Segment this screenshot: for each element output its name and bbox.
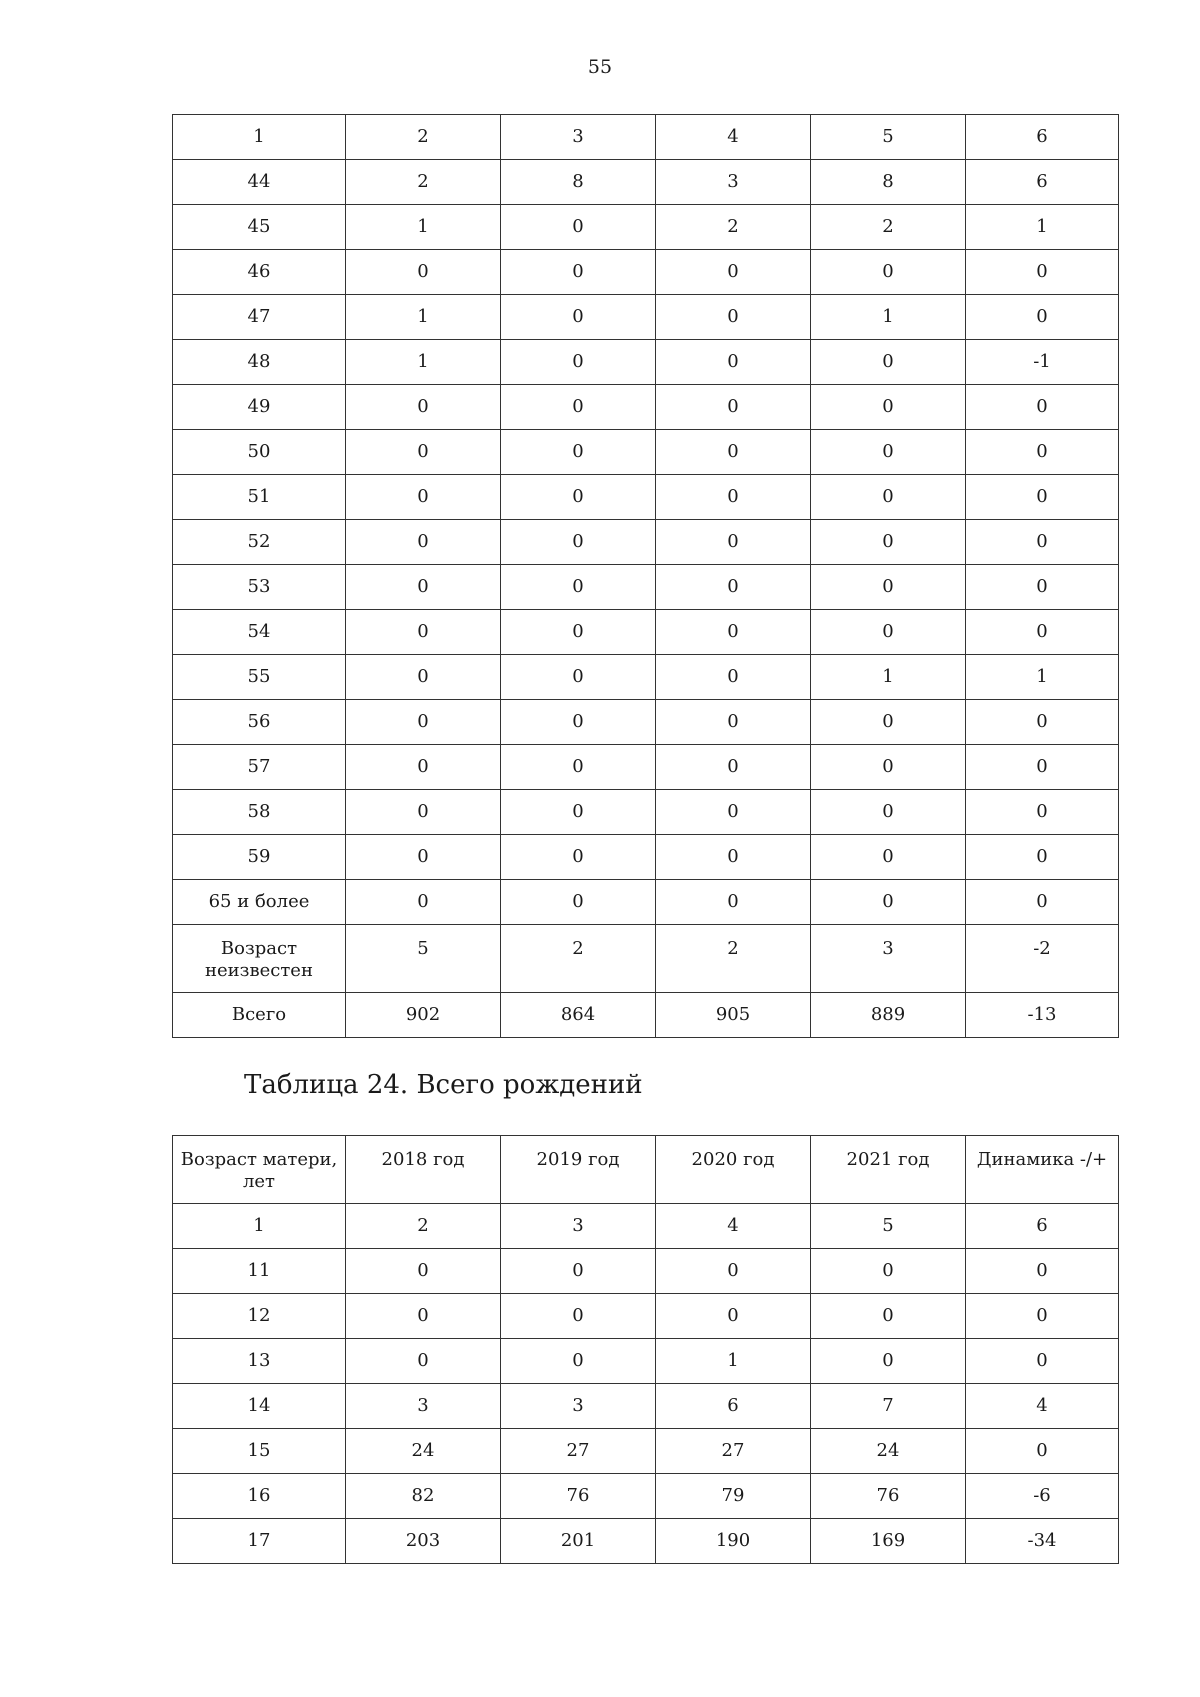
table-cell: 76 <box>811 1474 966 1519</box>
table-cell: 0 <box>966 880 1119 925</box>
table-cell: 16 <box>173 1474 346 1519</box>
table-cell: 0 <box>501 1339 656 1384</box>
table-cell: 0 <box>656 700 811 745</box>
table-cell: 2 <box>811 205 966 250</box>
table-cell: 0 <box>346 385 501 430</box>
table-cell: 27 <box>501 1429 656 1474</box>
table-cell: 0 <box>346 790 501 835</box>
table-cell: 0 <box>656 340 811 385</box>
table-cell: 0 <box>501 880 656 925</box>
table-cell: 5 <box>811 1204 966 1249</box>
table-cell: 2 <box>656 205 811 250</box>
table-cell: Возраст неизвестен <box>173 925 346 993</box>
table-cell: 0 <box>966 475 1119 520</box>
table-cell: 0 <box>966 1249 1119 1294</box>
table-cell: 0 <box>656 835 811 880</box>
table-cell: 864 <box>501 993 656 1038</box>
page-number: 55 <box>587 56 613 78</box>
table-cell: 59 <box>173 835 346 880</box>
table-cell: 190 <box>656 1519 811 1564</box>
table-cell: 3 <box>656 160 811 205</box>
table-cell: 0 <box>966 835 1119 880</box>
table-cell: 0 <box>966 1429 1119 1474</box>
table-row <box>173 520 1119 565</box>
table-cell: 0 <box>346 430 501 475</box>
table-row <box>173 385 1119 430</box>
table-cell: 0 <box>811 1339 966 1384</box>
table-cell: 0 <box>501 520 656 565</box>
table-cell: 0 <box>346 475 501 520</box>
table-cell: 3 <box>501 1384 656 1429</box>
table-cell: 169 <box>811 1519 966 1564</box>
column-header: 2018 год <box>346 1136 501 1204</box>
table-cell: 0 <box>966 565 1119 610</box>
table-cell: 0 <box>656 295 811 340</box>
table-cell: 0 <box>656 880 811 925</box>
table-cell: 0 <box>501 430 656 475</box>
table-row <box>173 790 1119 835</box>
table-row <box>173 475 1119 520</box>
table-cell: 0 <box>811 1294 966 1339</box>
table-cell: 0 <box>346 565 501 610</box>
table-cell: -13 <box>966 993 1119 1038</box>
table-cell: 51 <box>173 475 346 520</box>
table-cell: 50 <box>173 430 346 475</box>
table-cell: 203 <box>346 1519 501 1564</box>
table-cell: 0 <box>346 520 501 565</box>
table-cell: 0 <box>656 745 811 790</box>
table-cell: 0 <box>501 745 656 790</box>
table-cell: 1 <box>656 1339 811 1384</box>
table-cell: 0 <box>501 610 656 655</box>
continued-table <box>172 114 1119 1038</box>
table-cell: 0 <box>346 835 501 880</box>
table-cell: 0 <box>656 790 811 835</box>
table-cell: 0 <box>501 475 656 520</box>
table-cell: 45 <box>173 205 346 250</box>
table-cell: 65 и более <box>173 880 346 925</box>
table-row <box>173 1339 1119 1384</box>
table-cell: 55 <box>173 655 346 700</box>
table-cell: 0 <box>656 475 811 520</box>
table-cell: 902 <box>346 993 501 1038</box>
table-row <box>173 993 1119 1038</box>
table-cell: 1 <box>346 205 501 250</box>
table-cell: 0 <box>346 745 501 790</box>
table-cell: 0 <box>811 610 966 655</box>
table-cell: 6 <box>966 1204 1119 1249</box>
table-cell: 0 <box>656 385 811 430</box>
table-row <box>173 1249 1119 1294</box>
table-row <box>173 340 1119 385</box>
table-cell: 0 <box>501 340 656 385</box>
table-cell: 8 <box>811 160 966 205</box>
table-cell: 0 <box>346 1249 501 1294</box>
table-header-cell: 2 <box>346 115 501 160</box>
table-row <box>173 610 1119 655</box>
table-cell: 15 <box>173 1429 346 1474</box>
table-cell: 58 <box>173 790 346 835</box>
table-cell: 17 <box>173 1519 346 1564</box>
table-cell: 0 <box>811 880 966 925</box>
table-cell: 0 <box>811 700 966 745</box>
table-cell: 0 <box>501 295 656 340</box>
table-header-cell: 6 <box>966 115 1119 160</box>
table-cell: 1 <box>966 655 1119 700</box>
table-cell: 0 <box>501 250 656 295</box>
table-cell: 0 <box>811 745 966 790</box>
table-cell: 79 <box>656 1474 811 1519</box>
table-cell: 0 <box>346 655 501 700</box>
table-cell: 12 <box>173 1294 346 1339</box>
column-header: 2019 год <box>501 1136 656 1204</box>
table-cell: 0 <box>811 385 966 430</box>
table-cell: 0 <box>656 610 811 655</box>
table-cell: 0 <box>346 880 501 925</box>
table-row <box>173 835 1119 880</box>
table-cell: 0 <box>501 385 656 430</box>
table-header-cell: 4 <box>656 115 811 160</box>
table-cell: 0 <box>966 250 1119 295</box>
table-cell: 7 <box>811 1384 966 1429</box>
table-cell: 47 <box>173 295 346 340</box>
table-cell: 0 <box>501 565 656 610</box>
table-cell: 1 <box>173 1204 346 1249</box>
table-cell: 889 <box>811 993 966 1038</box>
table-row <box>173 655 1119 700</box>
table-cell: 82 <box>346 1474 501 1519</box>
table-cell: 54 <box>173 610 346 655</box>
table-cell: 0 <box>656 250 811 295</box>
births-table <box>172 1135 1119 1564</box>
table-cell: 1 <box>346 340 501 385</box>
table-cell: 0 <box>501 205 656 250</box>
column-header: 2020 год <box>656 1136 811 1204</box>
table-row <box>173 925 1119 993</box>
table-cell: 0 <box>966 430 1119 475</box>
table-header-cell: 3 <box>501 115 656 160</box>
table-row <box>173 1136 1119 1204</box>
table-cell: 24 <box>346 1429 501 1474</box>
table-cell: 0 <box>656 655 811 700</box>
table-cell: 0 <box>966 610 1119 655</box>
table-row <box>173 745 1119 790</box>
table-cell: 2 <box>501 925 656 993</box>
table-cell: 0 <box>501 1294 656 1339</box>
table-cell: 0 <box>966 385 1119 430</box>
table-cell: 3 <box>346 1384 501 1429</box>
births-table-header <box>173 1136 1119 1204</box>
table-cell: 0 <box>966 295 1119 340</box>
table-header-cell: 5 <box>811 115 966 160</box>
table-cell: 0 <box>501 655 656 700</box>
table-cell: 4 <box>656 1204 811 1249</box>
table-row <box>173 1384 1119 1429</box>
table-cell: 0 <box>501 835 656 880</box>
table-cell: 0 <box>811 475 966 520</box>
table-cell: 0 <box>811 835 966 880</box>
table-cell: -2 <box>966 925 1119 993</box>
table-cell: 14 <box>173 1384 346 1429</box>
table-row <box>173 250 1119 295</box>
table-cell: 46 <box>173 250 346 295</box>
table-cell: 0 <box>966 700 1119 745</box>
table-cell: Всего <box>173 993 346 1038</box>
table-row <box>173 700 1119 745</box>
table-cell: 1 <box>811 295 966 340</box>
table-cell: 905 <box>656 993 811 1038</box>
continued-table-body <box>173 115 1119 1038</box>
table-cell: 1 <box>346 295 501 340</box>
table-cell: 8 <box>501 160 656 205</box>
table-cell: 0 <box>501 1249 656 1294</box>
table-cell: -1 <box>966 340 1119 385</box>
table-cell: 0 <box>346 1294 501 1339</box>
table-row <box>173 115 1119 160</box>
table-row <box>173 160 1119 205</box>
table-cell: 0 <box>811 1249 966 1294</box>
table-row <box>173 430 1119 475</box>
table-caption: Таблица 24. Всего рождений <box>244 1070 643 1100</box>
table-cell: 53 <box>173 565 346 610</box>
table-cell: 2 <box>656 925 811 993</box>
table-cell: 0 <box>966 790 1119 835</box>
table-cell: 0 <box>811 565 966 610</box>
table-cell: 56 <box>173 700 346 745</box>
table-cell: 0 <box>966 1294 1119 1339</box>
table-cell: 49 <box>173 385 346 430</box>
table-row <box>173 205 1119 250</box>
table-cell: 0 <box>811 790 966 835</box>
table-cell: 0 <box>656 1294 811 1339</box>
table-cell: 3 <box>811 925 966 993</box>
table-cell: 0 <box>346 1339 501 1384</box>
table-row <box>173 1429 1119 1474</box>
table-cell: -34 <box>966 1519 1119 1564</box>
table-row <box>173 295 1119 340</box>
table-cell: 1 <box>966 205 1119 250</box>
table-header-cell: 1 <box>173 115 346 160</box>
table-cell: 27 <box>656 1429 811 1474</box>
table-cell: 52 <box>173 520 346 565</box>
table-cell: 6 <box>966 160 1119 205</box>
table-row <box>173 1519 1119 1564</box>
table-cell: 201 <box>501 1519 656 1564</box>
table-cell: 2 <box>346 160 501 205</box>
table-cell: 0 <box>656 430 811 475</box>
table-cell: 0 <box>346 250 501 295</box>
table-cell: 57 <box>173 745 346 790</box>
table-cell: 48 <box>173 340 346 385</box>
table-cell: 0 <box>346 700 501 745</box>
column-header: 2021 год <box>811 1136 966 1204</box>
table-cell: 11 <box>173 1249 346 1294</box>
table-cell: 0 <box>966 520 1119 565</box>
table-cell: 5 <box>346 925 501 993</box>
table-cell: 24 <box>811 1429 966 1474</box>
table-row <box>173 1204 1119 1249</box>
table-cell: 1 <box>811 655 966 700</box>
table-cell: 4 <box>966 1384 1119 1429</box>
table-cell: 0 <box>501 790 656 835</box>
table-row <box>173 880 1119 925</box>
table-row <box>173 1294 1119 1339</box>
table-cell: 0 <box>811 520 966 565</box>
table-cell: 0 <box>966 745 1119 790</box>
births-table-body <box>173 1204 1119 1564</box>
table-cell: 0 <box>811 430 966 475</box>
table-cell: 0 <box>501 700 656 745</box>
table-cell: 44 <box>173 160 346 205</box>
table-cell: 0 <box>656 565 811 610</box>
table-cell: 2 <box>346 1204 501 1249</box>
table-cell: 0 <box>656 520 811 565</box>
table-cell: 0 <box>811 250 966 295</box>
table-cell: 76 <box>501 1474 656 1519</box>
table-cell: 6 <box>656 1384 811 1429</box>
table-cell: 3 <box>501 1204 656 1249</box>
table-cell: 0 <box>346 610 501 655</box>
column-header: Динамика -/+ <box>966 1136 1119 1204</box>
table-row <box>173 1474 1119 1519</box>
column-header: Возраст матери, лет <box>173 1136 346 1204</box>
table-cell: -6 <box>966 1474 1119 1519</box>
table-cell: 13 <box>173 1339 346 1384</box>
table-row <box>173 565 1119 610</box>
table-cell: 0 <box>966 1339 1119 1384</box>
table-cell: 0 <box>656 1249 811 1294</box>
table-cell: 0 <box>811 340 966 385</box>
